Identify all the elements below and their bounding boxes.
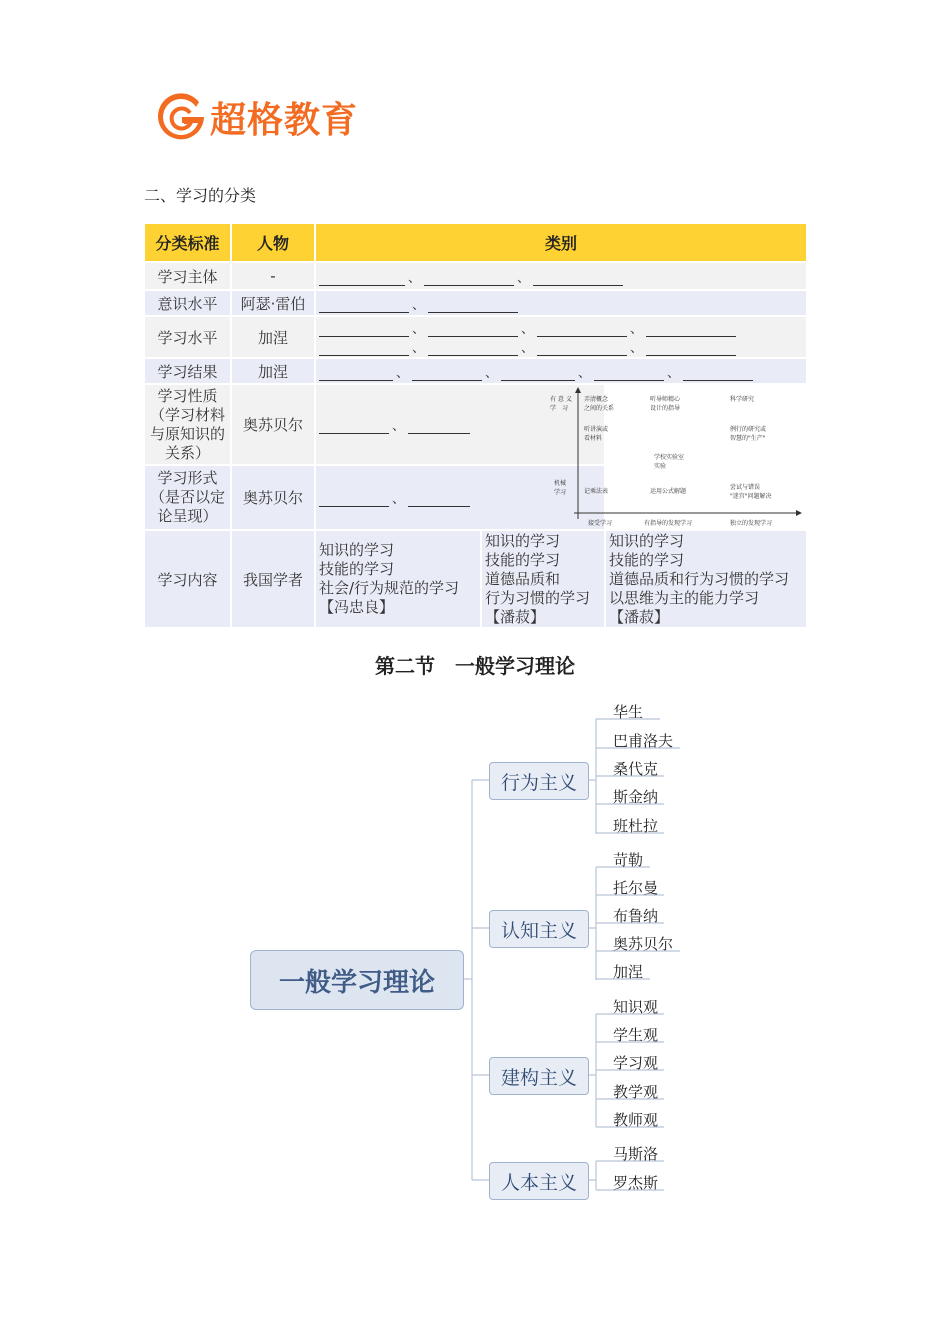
graph-cell-text: 运用公式解题 [650, 488, 687, 495]
leaf: 加涅 [613, 963, 644, 981]
row-person: 加涅 [232, 357, 314, 383]
graph-x-label: 有指导的发现学习 [644, 520, 693, 527]
table-row [145, 383, 806, 464]
section-title: 第二节 一般学习理论 [375, 654, 575, 678]
leaf: 桑代克 [613, 760, 659, 778]
brand-logo [156, 92, 358, 143]
leaf: 学习观 [613, 1054, 659, 1072]
table-row [145, 261, 806, 289]
row-criterion: 学习内容 [145, 529, 230, 627]
content-col-b: 知识的学习 技能的学习 道德品质和 行为习惯的学习 【潘菽】 [482, 529, 604, 627]
graph-cell-text: 尝试与错误"迷宫"问题解决 [730, 484, 772, 500]
classification-table [143, 224, 808, 627]
row-criterion: 学习性质（学习材料与原知识的关系） [145, 383, 230, 464]
table-row [145, 357, 806, 383]
table-row [145, 289, 806, 315]
branch-humanism: 人本主义 [489, 1162, 589, 1200]
branch-behaviorism: 行为主义 [489, 762, 589, 800]
header-person: 人物 [232, 224, 314, 261]
leaf: 苛勒 [613, 851, 644, 869]
graph-cell-text: 科学研究 [730, 396, 755, 403]
leaf: 学生观 [613, 1026, 659, 1044]
leaf: 知识观 [613, 998, 659, 1016]
table-row [145, 315, 806, 357]
blank-answers: 、 、 、 、 、 、 [316, 315, 806, 357]
table-row [145, 529, 806, 627]
learning-dimension-graph [550, 383, 806, 529]
graph-cell-text: 弄清概念之间的关系 [584, 396, 615, 412]
brand-name: 超格教育 [210, 100, 359, 141]
row-person: 加涅 [232, 315, 314, 357]
blank-answers: 、 、 [316, 261, 806, 289]
mindmap-root: 一般学习理论 [250, 950, 464, 1010]
leaf: 奥苏贝尔 [613, 935, 674, 953]
leaf: 罗杰斯 [613, 1174, 659, 1192]
leaf: 教师观 [613, 1111, 659, 1129]
row-criterion: 学习形式（是否以定论呈现） [145, 464, 230, 529]
row-person: 我国学者 [232, 529, 314, 627]
graph-cell-text: 例行的研究或智慧的"生产" [730, 426, 767, 442]
graph-y-bottom-label: 机械学习 [554, 480, 567, 496]
blank-answers: 、 [316, 464, 604, 529]
leaf: 班杜拉 [613, 817, 659, 835]
row-criterion: 学习主体 [145, 261, 230, 289]
content-col-c: 知识的学习 技能的学习 道德品质和行为习惯的学习 以思维为主的能力学习 【潘菽】 [606, 529, 806, 627]
row-person: 阿瑟·雷伯 [232, 289, 314, 315]
row-criterion: 意识水平 [145, 289, 230, 315]
leaf: 托尔曼 [613, 879, 659, 897]
graph-cell-text: 记乘法表 [584, 488, 609, 495]
blank-answers: 、 、 、 、 [316, 357, 806, 383]
blank-answers: 、 [316, 289, 806, 315]
graph-y-top-label: 有 意 义学 习 [550, 396, 572, 412]
row-person: 奥苏贝尔 [232, 383, 314, 464]
header-criterion: 分类标准 [145, 224, 230, 261]
header-category: 类别 [316, 224, 806, 261]
graph-x-label: 独立的发现学习 [730, 520, 773, 527]
graph-cell-text: 听导师精心设计的指导 [650, 396, 681, 412]
row-person: - [232, 261, 314, 289]
section-subheading: 二、学习的分类 [144, 186, 257, 205]
blank-answers: 、 [316, 383, 604, 464]
graph-cell-text: 学校实验室实验 [654, 454, 685, 470]
leaf: 布鲁纳 [613, 907, 659, 925]
leaf: 斯金纳 [613, 788, 659, 806]
leaf: 教学观 [613, 1083, 659, 1101]
branch-constructivism: 建构主义 [489, 1057, 589, 1095]
graph-x-label: 接受学习 [588, 520, 613, 527]
leaf: 巴甫洛夫 [613, 732, 674, 750]
graph-svg [546, 385, 826, 529]
leaf: 华生 [613, 703, 644, 721]
graph-cell-text: 听讲演或看材料 [584, 426, 609, 442]
row-person: 奥苏贝尔 [232, 464, 314, 529]
leaf: 马斯洛 [613, 1145, 659, 1163]
branch-cognitivism: 认知主义 [489, 910, 589, 948]
logo-g-icon [156, 93, 206, 143]
row-criterion: 学习结果 [145, 357, 230, 383]
content-col-a: 知识的学习 技能的学习 社会/行为规范的学习 【冯忠良】 [316, 529, 480, 627]
row-criterion: 学习水平 [145, 315, 230, 357]
